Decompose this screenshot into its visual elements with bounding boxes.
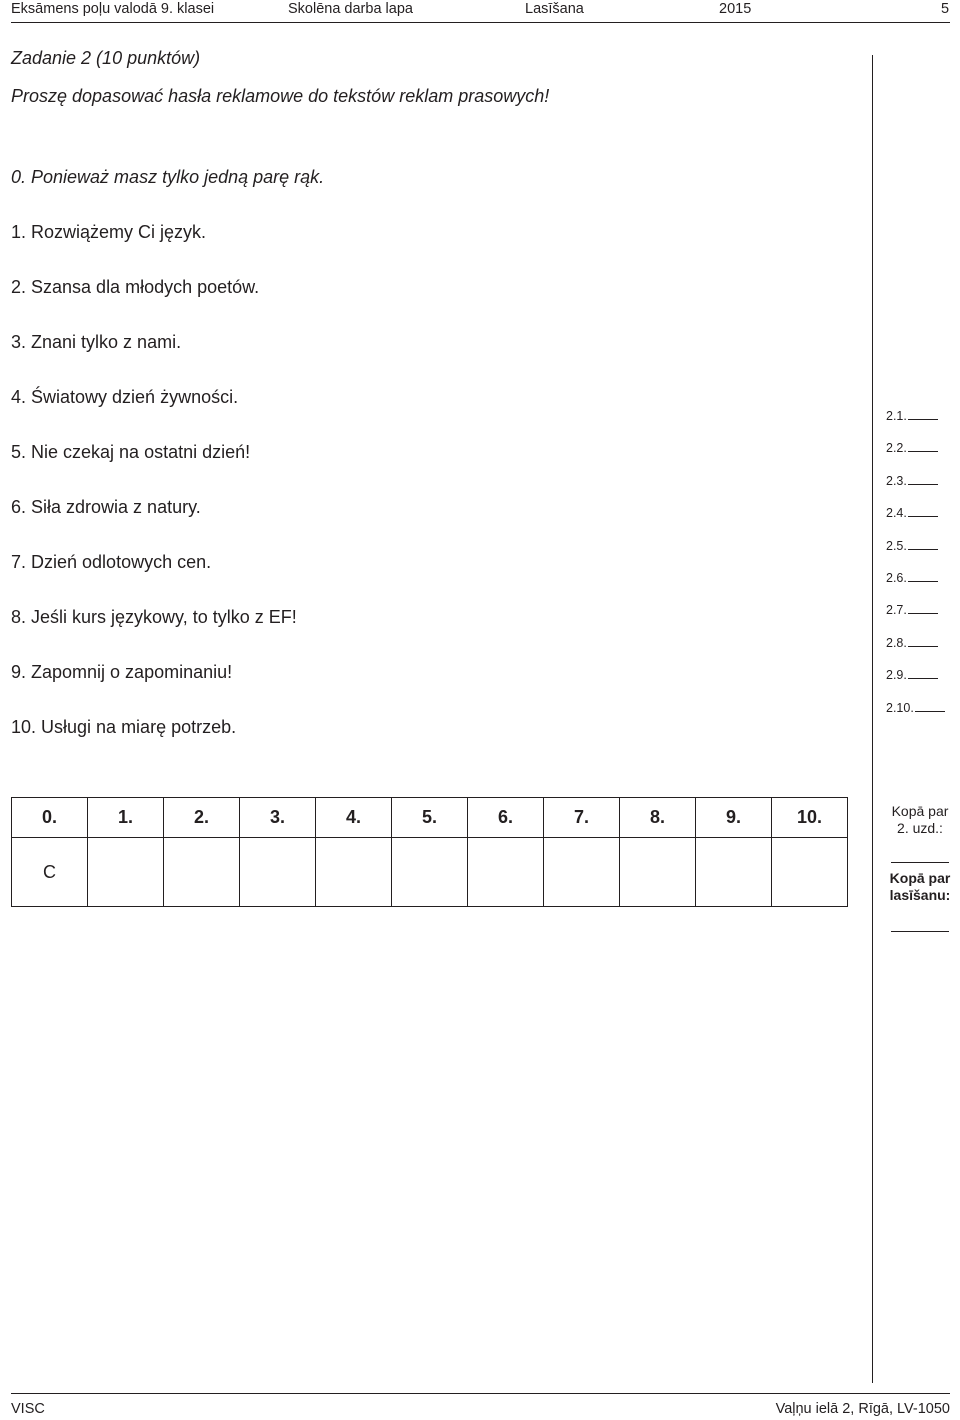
score-item xyxy=(886,664,945,696)
slogan-item: 3. Znani tylko z nami. xyxy=(11,332,182,352)
slogan-item: 8. Jeśli kurs językowy, to tylko z EF! xyxy=(11,607,297,627)
score-label: 2.9. xyxy=(886,668,907,683)
answer-cell[interactable] xyxy=(164,838,240,907)
reading-total-blank[interactable] xyxy=(891,931,949,932)
answer-cell[interactable] xyxy=(316,838,392,907)
answer-header-cell: 9. xyxy=(696,798,772,838)
answer-header-cell: 1. xyxy=(88,798,164,838)
answer-header-cell: 3. xyxy=(240,798,316,838)
slogan-item: 5. Nie czekaj na ostatni dzień! xyxy=(11,442,251,462)
slogan-item: 10. Usługi na miarę potrzeb. xyxy=(11,717,237,737)
slogan-item: 1. Rozwiążemy Ci język. xyxy=(11,222,207,242)
score-blank[interactable] xyxy=(908,599,938,614)
page-footer xyxy=(11,1393,950,1420)
task-total-line1: Kopā par xyxy=(891,803,949,819)
answer-header-cell: 4. xyxy=(316,798,392,838)
score-blank[interactable] xyxy=(908,567,938,582)
score-item xyxy=(886,697,945,729)
score-blank[interactable] xyxy=(915,697,945,712)
score-item xyxy=(886,632,945,664)
score-blank[interactable] xyxy=(908,437,938,452)
score-item xyxy=(886,470,945,502)
score-column xyxy=(886,405,945,729)
footer-organization: VISC xyxy=(11,1401,45,1417)
header-worksheet: Skolēna darba lapa xyxy=(288,1,413,17)
slogan-item: 9. Zapomnij o zapominaniu! xyxy=(11,662,233,682)
footer-address: Vaļņu ielā 2, Rīgā, LV-1050 xyxy=(775,1401,950,1417)
task-title: Zadanie 2 (10 punktów) xyxy=(11,48,201,68)
answer-header-cell: 8. xyxy=(620,798,696,838)
answer-header-cell: 10. xyxy=(772,798,848,838)
header-year: 2015 xyxy=(719,1,752,17)
answer-cell[interactable] xyxy=(468,838,544,907)
header-exam: Eksāmens poļu valodā 9. klasei xyxy=(11,1,215,17)
slogan-item: 7. Dzień odlotowych cen. xyxy=(11,552,212,572)
score-label: 2.7. xyxy=(886,603,907,618)
answer-cell[interactable] xyxy=(240,838,316,907)
answer-header-cell: 2. xyxy=(164,798,240,838)
score-item xyxy=(886,535,945,567)
score-blank[interactable] xyxy=(908,502,938,517)
reading-total-line1: Kopā par xyxy=(889,870,951,886)
answer-cell[interactable] xyxy=(620,838,696,907)
answer-cell[interactable] xyxy=(392,838,468,907)
score-item xyxy=(886,567,945,599)
answer-header-cell: 6. xyxy=(468,798,544,838)
task-total-label xyxy=(873,803,960,837)
slogan-list xyxy=(11,166,324,771)
slogan-item: 4. Światowy dzień żywności. xyxy=(11,387,239,407)
answer-cell[interactable] xyxy=(772,838,848,907)
task-instruction: Proszę dopasować hasła reklamowe do tekstów reklam prasowych! xyxy=(11,86,550,106)
score-item xyxy=(886,502,945,534)
reading-total-label xyxy=(873,870,960,904)
score-label: 2.4. xyxy=(886,506,907,521)
score-item xyxy=(886,437,945,469)
page-header xyxy=(11,0,950,23)
slogan-item: 2. Szansa dla młodych poetów. xyxy=(11,277,260,297)
score-blank[interactable] xyxy=(908,470,938,485)
reading-total-line2: lasīšanu: xyxy=(889,887,951,903)
score-blank[interactable] xyxy=(908,535,938,550)
answer-cell[interactable] xyxy=(696,838,772,907)
margin-divider xyxy=(872,55,873,1383)
task-total-blank[interactable] xyxy=(891,862,949,863)
score-blank[interactable] xyxy=(908,405,938,420)
header-section: Lasīšana xyxy=(525,1,584,17)
task-total-line2: 2. uzd.: xyxy=(897,820,943,836)
score-label: 2.6. xyxy=(886,570,907,585)
score-blank[interactable] xyxy=(908,632,938,647)
answer-cell[interactable] xyxy=(88,838,164,907)
score-label: 2.5. xyxy=(886,538,907,553)
score-label: 2.2. xyxy=(886,441,907,456)
answer-header-cell: 0. xyxy=(12,798,88,838)
answer-table-answer-row xyxy=(12,838,848,907)
answer-header-cell: 5. xyxy=(392,798,468,838)
answer-header-cell: 7. xyxy=(544,798,620,838)
score-label: 2.1. xyxy=(886,409,907,423)
answer-table-header-row xyxy=(12,798,848,838)
answer-table xyxy=(11,797,848,907)
score-blank[interactable] xyxy=(908,664,938,679)
slogan-item: 0. Ponieważ masz tylko jedną parę rąk. xyxy=(11,167,325,187)
score-item xyxy=(886,405,945,437)
score-label: 2.8. xyxy=(886,635,907,650)
score-label: 2.3. xyxy=(886,473,907,488)
answer-cell-example: C xyxy=(12,838,88,907)
slogan-item: 6. Siła zdrowia z natury. xyxy=(11,497,201,517)
answer-cell[interactable] xyxy=(544,838,620,907)
score-label: 2.10. xyxy=(886,700,914,715)
header-page-number: 5 xyxy=(941,1,950,17)
score-item xyxy=(886,599,945,631)
